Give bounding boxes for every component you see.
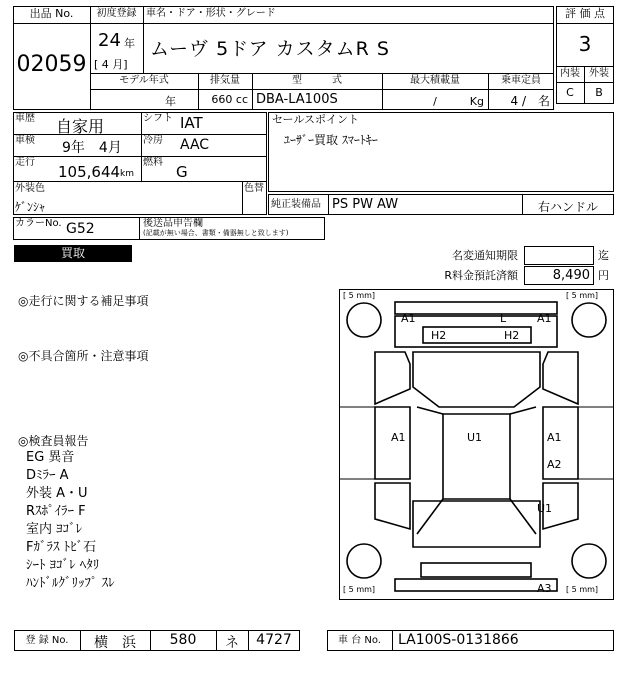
car-name-value: ムーヴ 5ドア カスタムR S (150, 38, 390, 60)
inspector-item: EG 異音 (26, 450, 75, 465)
later-report-note: (記載が無い場合、書類・備器無しと致します) (143, 229, 289, 237)
capacity-value: 4 / 名 (510, 94, 550, 108)
mileage-label: 走行 (15, 157, 35, 168)
inspection-value: 9年 4月 (62, 140, 122, 156)
car-outline-diagram (339, 289, 614, 600)
exterior-grade: B (595, 86, 603, 99)
mark-roof: U1 (467, 431, 483, 444)
equipment-value: PS PW AW (332, 197, 399, 212)
rear-window (413, 501, 540, 547)
max-load-value: / Kg (433, 95, 484, 108)
mark-front-door-left: A1 (391, 431, 406, 444)
recycle-label: R料金預託済額 (444, 269, 518, 282)
wheel-rear-right (572, 544, 606, 578)
first-reg-label: 初度登録 (96, 8, 137, 19)
recycle-unit: 円 (598, 269, 609, 282)
mark-headlight-right: H2 (504, 329, 520, 342)
inspector-item: Fｶﾞﾗｽ ﾄﾋﾞ石 (26, 540, 97, 555)
inspector-item: Rｽﾎﾟｲﾗｰ F (26, 504, 86, 519)
fuel-value: G (176, 163, 188, 181)
fuel-label: 燃料 (143, 157, 163, 168)
spec-frame (13, 112, 267, 215)
mark-front-bumper-right: A1 (537, 312, 552, 325)
reg-area: 横 浜 (94, 635, 136, 651)
displacement-value: 660 cc (211, 93, 248, 106)
displacement-label: 排気量 (210, 75, 240, 86)
hood (413, 352, 540, 407)
tire-tread-front-right: [ 5 mm] (566, 291, 599, 300)
capacity-label: 乗車定員 (501, 75, 541, 86)
inspector-item: Dﾐﾗｰ A (26, 468, 69, 483)
wheel-front-left (347, 303, 381, 337)
mark-headlight-left: H2 (431, 329, 447, 342)
max-load-label: 最大積載量 (410, 75, 460, 86)
right-front-fender (543, 352, 578, 404)
name-change-suffix: 迄 (598, 249, 609, 262)
driving-notes-heading: ◎走行に関する補足事項 (18, 294, 149, 308)
defect-notes-heading: ◎不具合箇所・注意事項 (18, 349, 149, 363)
later-report-label: 後送品申告欄 (143, 218, 203, 229)
tire-tread-rear-right: [ 5 mm] (566, 585, 599, 594)
mileage-unit: km (120, 169, 134, 179)
exterior-label: 外装 (589, 68, 609, 79)
tire-tread-front-left: [ 5 mm] (343, 291, 376, 300)
model-year-unit: 年 (165, 95, 176, 108)
inspector-item: ﾊﾝﾄﾞﾙｸﾞﾘｯﾌﾟ ｽﾚ (26, 576, 115, 591)
chassis-no: LA100S-0131866 (398, 632, 519, 648)
lot-no-value: 02059 (16, 52, 87, 77)
car-name-label: 車名・ドア・形状・グレード (146, 8, 276, 19)
mark-front-bumper-center: L (500, 312, 507, 325)
purchase-badge: 買取 (14, 245, 132, 262)
wheel-front-right (572, 303, 606, 337)
recolor-label: 色替 (244, 183, 264, 194)
mark-rear-door-right: A2 (547, 458, 562, 471)
color-no-value: G52 (66, 221, 95, 237)
recycle-value: 8,490 (552, 268, 590, 283)
shift-label: シフト (143, 113, 173, 124)
name-change-box (524, 246, 594, 265)
reg-no-label: 登 録 No. (25, 635, 69, 646)
mark-rear-fender-right: U1 (537, 502, 553, 515)
mark-rear-bumper-right: A3 (537, 582, 552, 595)
interior-label: 内装 (560, 68, 580, 79)
ac-label: 冷房 (143, 135, 163, 146)
left-front-fender (375, 352, 410, 404)
sales-point-label: セールスポイント (272, 113, 360, 126)
first-reg-month: [ 4 月] (94, 58, 128, 71)
equipment-label: 純正装備品 (271, 199, 321, 210)
tire-tread-rear-left: [ 5 mm] (343, 585, 376, 594)
mark-front-bumper-left: A1 (401, 312, 416, 325)
reg-number: 4727 (256, 632, 292, 648)
handle-value: 右ハンドル (537, 200, 598, 214)
inspector-item: ｼｰﾄ ﾖｺﾞﾚ ﾍﾀﾘ (26, 558, 100, 573)
ext-color-value: ｹﾞﾝｼｬ (15, 200, 46, 214)
rear-bumper (395, 579, 557, 591)
mileage-value: 105,644 (58, 163, 121, 181)
year-unit: 年 (124, 37, 135, 50)
name-change-label: 名変通知期限 (452, 249, 518, 262)
pillars (417, 407, 536, 534)
tail-lights (421, 563, 531, 577)
left-rear-fender (375, 483, 410, 529)
type-label: 型 式 (292, 75, 342, 86)
reg-class: 580 (169, 632, 197, 648)
inspector-report-heading: ◎検査員報告 (18, 434, 89, 448)
inspector-item: 外装 A・U (26, 486, 88, 501)
ext-color-label: 外装色 (15, 183, 45, 194)
mark-front-door-right: A1 (547, 431, 562, 444)
history-value: 自家用 (56, 117, 105, 136)
shift-value: IAT (180, 114, 203, 132)
color-no-label: カラーNo. (15, 218, 62, 229)
roof (443, 414, 510, 499)
inspection-label: 車検 (15, 135, 35, 146)
rating-label: 評 価 点 (565, 7, 605, 20)
interior-grade: C (566, 86, 574, 99)
model-year-label: モデル年式 (119, 75, 169, 86)
first-reg-year: 24 (98, 30, 121, 51)
front-bumper (395, 302, 557, 314)
chassis-label: 車 台 No. (338, 635, 381, 646)
lot-no-label: 出品 No. (29, 7, 74, 20)
type-value: DBA-LA100S (256, 92, 338, 107)
sales-point-value: ﾕｰｻﾞｰ買取 ｽﾏｰﾄｷｰ (284, 133, 378, 147)
wheel-rear-left (347, 544, 381, 578)
ac-value: AAC (180, 137, 210, 153)
reg-kana: ネ (225, 635, 239, 651)
rating-value: 3 (578, 32, 592, 56)
inspector-item: 室内 ﾖｺﾞﾚ (26, 522, 83, 537)
history-label: 車歴 (15, 113, 35, 124)
